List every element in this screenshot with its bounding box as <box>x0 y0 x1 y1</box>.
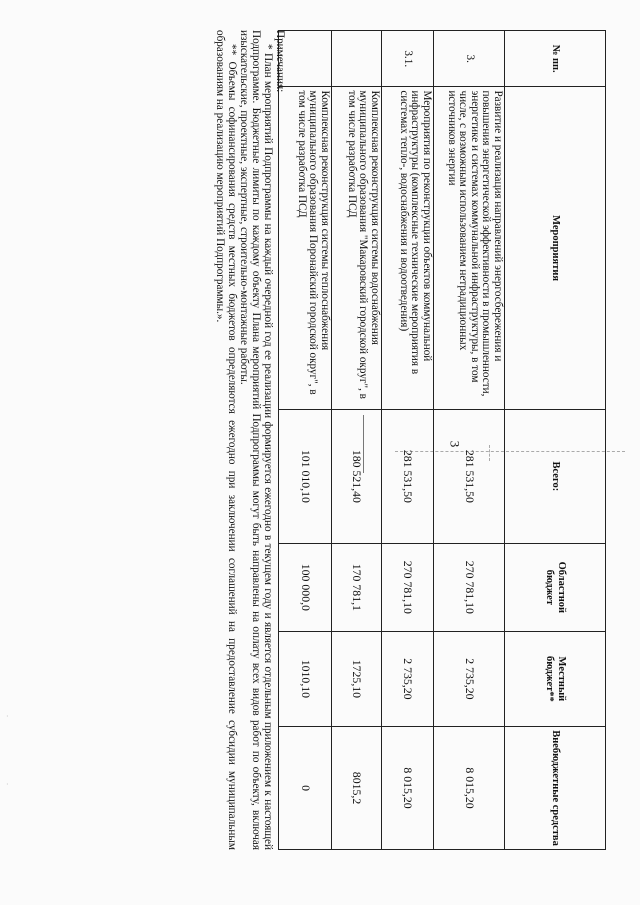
row-activity: Мероприятия по реконструкции объектов коммунальной инфраструктуры (комплексные технические мероприятия в системах тепло-, водоснабжения и водоотведения) <box>382 87 434 409</box>
header-total: Всего: <box>505 409 606 543</box>
row-local: 2 735,20 <box>434 631 505 726</box>
row-local: 1010,10 <box>279 631 332 726</box>
row-activity: Комплексная реконструкция системы теплоснабжения муниципального образования Поронайский городской округ", в том числе разработка ПСД <box>279 87 332 409</box>
header-extrabudgetary: Внебюджетные средства <box>505 727 606 850</box>
row-total: 180 521,40 <box>332 409 382 543</box>
row-activity: Развитие и реализация направлений энергосбережения и повышения энергетической эффективности в промышленности, энергетике и системах коммунальной инфраструктуры, в том числе, с возможным использованием нетрадиционных источников энергии <box>434 87 505 409</box>
table-header-row <box>505 31 606 850</box>
table-row <box>434 31 505 850</box>
header-regional-budget: Областной бюджет <box>505 543 606 631</box>
row-local: 2 735,20 <box>382 631 434 726</box>
row-number <box>332 31 382 87</box>
margin-mark: · <box>6 780 9 789</box>
funding-table <box>278 30 606 850</box>
row-extra: 8 015,20 <box>382 727 434 850</box>
row-regional: 270 781,10 <box>382 543 434 631</box>
row-regional: 100 000,0 <box>279 543 332 631</box>
row-total: 101 010,10 <box>279 409 332 543</box>
row-activity: Комплексная реконструкция системы водоснабжения муниципального образования "Макаровский городской округ", в том числе разработка ПСД <box>332 87 382 409</box>
row-total: 281 531,50 <box>382 409 434 543</box>
row-regional: 170 781,1 <box>332 543 382 631</box>
row-total: 281 531,50 <box>434 409 505 543</box>
margin-mark: · <box>6 712 9 721</box>
header-local-budget: Местный бюджет** <box>505 631 606 726</box>
row-extra: 0 <box>279 727 332 850</box>
row-local: 1725,10 <box>332 631 382 726</box>
separator-line <box>363 415 364 473</box>
notes-title: Примечания: <box>274 30 286 93</box>
row-extra: 8015,2 <box>332 727 382 850</box>
table-row <box>382 31 434 850</box>
note-2: ** Объемы софинансирования средств местных бюджетов определяются ежегодно при заключении соглашений на предоставление субсидии муниципальным образованиям на реализацию мероприятий Подпрограммы.». <box>214 30 238 850</box>
note-1: * План мероприятий Подпрограммы на каждый очередной год ее реализации формируется ежегодно в текущем году и является отдельным приложением к настоящей Подпрограмме. Бюджетные лимиты по каждому объекту Плана мероприятий Подпрограммы могут быть направлены на оплату всех видов работ по объекту, включая изыскательские, проектные, экспертные, строительно-монтажные работы. <box>238 30 274 850</box>
row-number: 3. <box>434 31 505 87</box>
rotated-page-content <box>6 30 606 870</box>
row-extra: 8 015,20 <box>434 727 505 850</box>
header-no: № пп. <box>505 31 606 87</box>
table-row <box>332 31 382 850</box>
row-number <box>279 31 332 87</box>
row-number: 3.1. <box>382 31 434 87</box>
header-activity: Мероприятия <box>505 87 606 409</box>
table-row <box>279 31 332 850</box>
row-regional: 270 781,10 <box>434 543 505 631</box>
notes-section <box>214 30 286 850</box>
page-number: 3 <box>447 440 463 448</box>
